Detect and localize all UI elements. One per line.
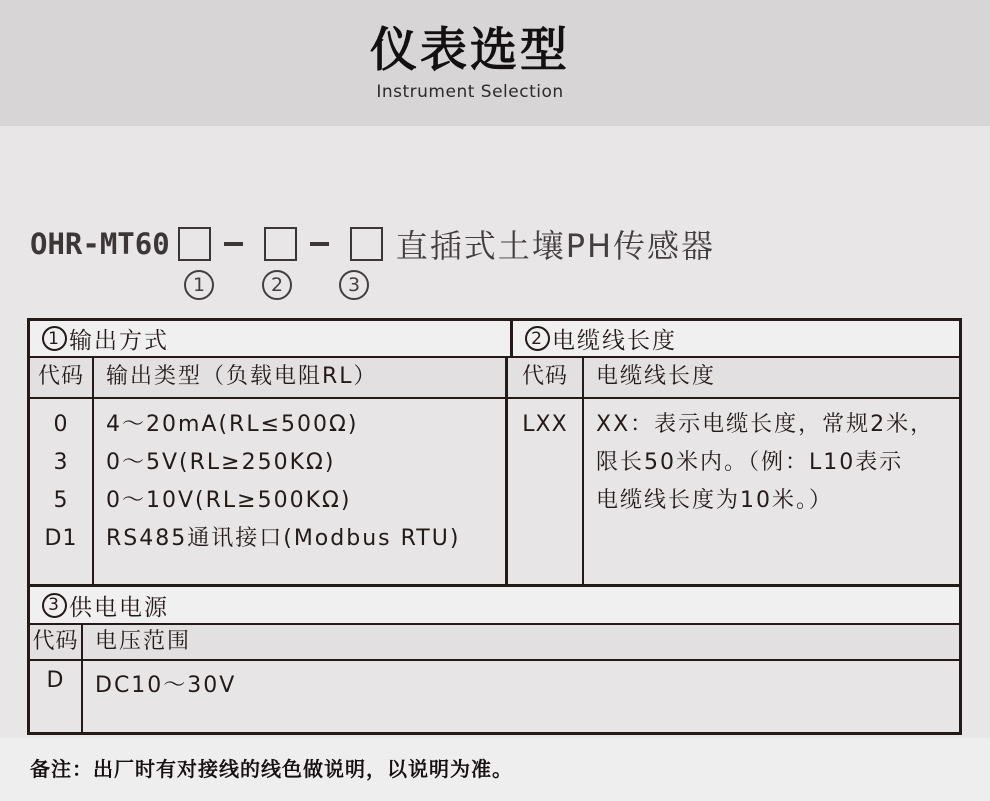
model-slot-box-3	[350, 227, 383, 261]
dash-separator	[310, 242, 329, 246]
section1-code-header: 代码	[30, 358, 94, 397]
circled-number-1-icon: 1	[184, 270, 214, 300]
column-header-row	[30, 358, 959, 399]
section1-desc-header: 输出类型（负载电阻RL）	[94, 358, 508, 397]
desc-line: 电缆线长度为10米。）	[596, 488, 833, 513]
section-title-row	[30, 321, 959, 358]
section2-title	[513, 321, 959, 356]
code-value: D1	[44, 526, 78, 551]
section1-title	[30, 321, 513, 356]
desc-value: DC10～30V	[95, 673, 237, 698]
footer-strip	[0, 738, 990, 801]
model-description: 直插式土壤PH传感器	[395, 227, 716, 265]
code-value: 0	[53, 412, 69, 437]
section3-desc-header: 电压范围	[95, 629, 192, 654]
desc-value: 0～5V(RL≥250KΩ)	[106, 450, 336, 475]
section3-title-row	[30, 587, 959, 625]
section3-title	[30, 587, 959, 623]
section2-code-column	[508, 399, 584, 584]
desc-value: RS485通讯接口(Modbus RTU)	[106, 526, 461, 551]
section1-title-label: 输出方式	[69, 328, 169, 354]
section2-desc-column	[584, 399, 959, 584]
section2-desc-header: 电缆线长度	[596, 364, 717, 389]
code-value: LXX	[522, 412, 568, 437]
model-slot-box-2	[264, 227, 297, 261]
code-value: 5	[53, 488, 69, 513]
desc-line: 限长50米内。（例：L10表示	[596, 450, 904, 475]
section3-title-label: 供电电源	[69, 594, 169, 621]
page-header	[0, 0, 990, 126]
model-prefix: OHR-MT60	[30, 227, 170, 261]
circled-number-3-icon: 3	[339, 270, 369, 300]
code-value: 3	[53, 450, 69, 475]
dash-separator	[224, 242, 243, 246]
section1-desc-column	[94, 399, 508, 584]
footer-note: 备注：出厂时有对接线的线色做说明，以说明为准。	[30, 757, 513, 781]
desc-value: 0～10V(RL≥500KΩ)	[106, 488, 352, 513]
selection-table	[27, 318, 962, 735]
section2-title-label: 电缆线长度	[552, 328, 677, 354]
table-body-row	[30, 399, 959, 587]
circled-number-2-icon: 2	[262, 270, 292, 300]
page-subtitle: Instrument Selection	[376, 82, 564, 103]
section1-code-column	[30, 399, 94, 584]
section2-code-header: 代码	[508, 358, 584, 397]
desc-value: 4～20mA(RL≤500Ω)	[106, 412, 359, 437]
circled-number-1-icon: 1	[42, 326, 67, 351]
model-code-row	[30, 220, 715, 268]
model-slot-box-1	[178, 227, 211, 261]
circled-number-2-icon: 2	[525, 326, 550, 351]
code-value: D	[30, 661, 83, 732]
circled-number-3-icon: 3	[42, 593, 67, 618]
section3-code-header: 代码	[30, 625, 83, 659]
desc-line: XX：表示电缆长度，常规2米，	[596, 412, 935, 437]
section3-header-row	[30, 625, 959, 661]
section3-body-row	[30, 661, 959, 732]
page-title: 仪表选型	[370, 23, 570, 78]
